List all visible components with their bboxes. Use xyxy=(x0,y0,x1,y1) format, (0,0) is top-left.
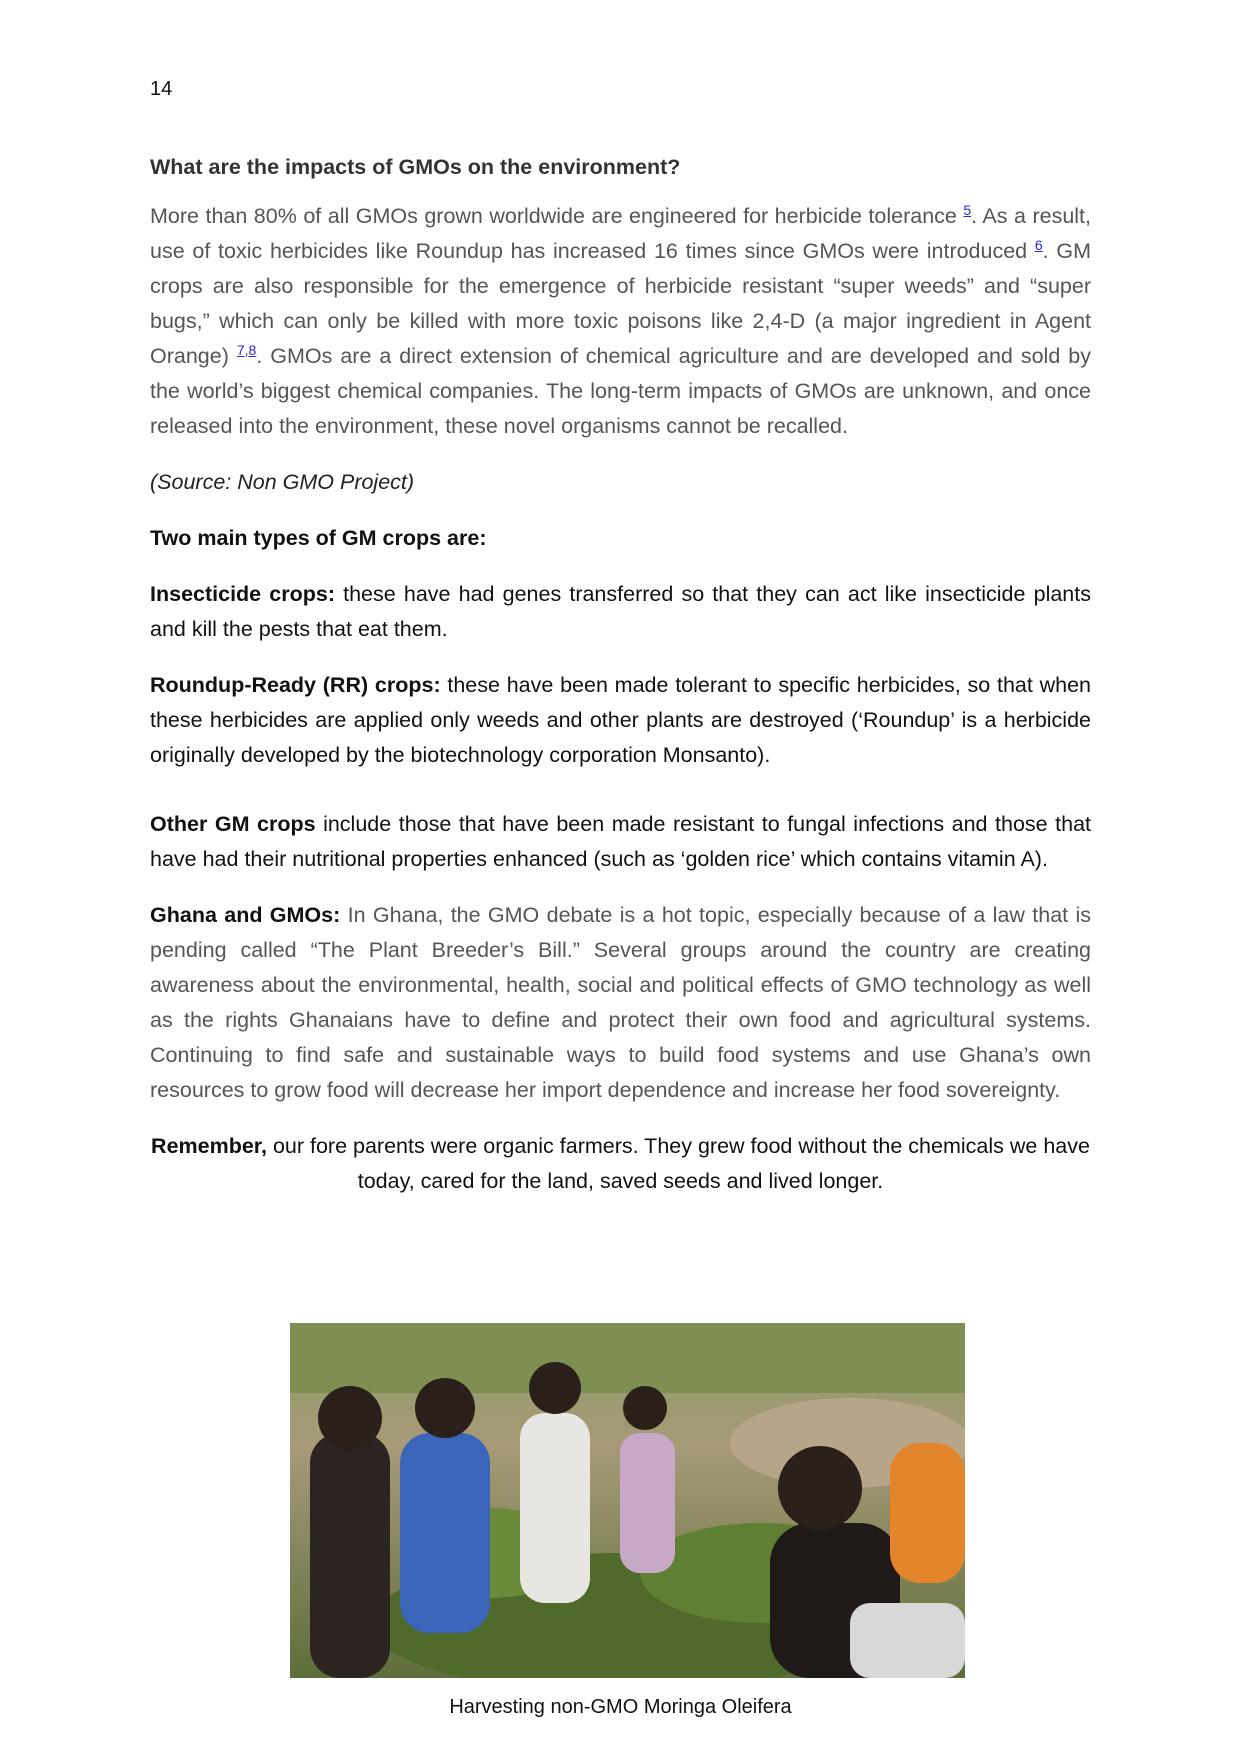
environment-paragraph: More than 80% of all GMOs grown worldwide are engineered for herbicide tolerance $^5$. As a result, use of toxic herbicides like Roundup has increased 16 times since GMOs were introduced $^6$. GM crops are also responsible for the emergence of herbicide resistant “super weeds” and “super bugs,” which can only be killed with more toxic poisons like 2,4-D (a major ingredient in Agent Orange) $^{7,8}$. GMOs are a direct extension of chemical agriculture and are developed and sold by the world’s biggest chemical companies. The long-term impacts of GMOs are unknown, and once released into the environment, these novel organisms cannot be recalled. xyxy=(150,201,1091,438)
other-gm-crops-paragraph: Other GM crops include those that have been made resistant to fungal infections and those that have had their nutritional properties enhanced (such as ‘golden rice’ which contains vitamin A). xyxy=(150,812,1092,871)
remember-paragraph: Remember, our fore parents were organic farmers. They grew food without the chemicals we have today, cared for the land, saved seeds and lived longer. xyxy=(151,1134,1090,1193)
gm-crop-types-title: Two main types of GM crops are: xyxy=(150,526,487,550)
moringa-harvest-photo xyxy=(290,1323,965,1678)
photo-caption: Harvesting non-GMO Moringa Oleifera xyxy=(449,1696,792,1718)
page-number: 14 xyxy=(150,78,173,100)
footnote-link-5[interactable]: 5 xyxy=(963,201,972,218)
ghana-gmos-label: Ghana and GMOs: xyxy=(150,903,341,927)
insecticide-crops-paragraph: Insecticide crops: these have had genes transferred so that they can act like insecticide plants and kill the pests that eat them. xyxy=(150,582,1091,641)
ghana-gmos-paragraph: Ghana and GMOs: In Ghana, the GMO debate is a hot topic, especially because of a law that is pending called “The Plant Breeder’s Bill.” Several groups around the country are creating awareness about the environmental, health, social and political effects of GMO technology as well as the rights Ghanaians have to define and protect their own food and agricultural systems. Continuing to find safe and sustainable ways to build food systems and use Ghana’s own resources to grow food will decrease her import dependence and increase her food sovereignty. xyxy=(150,903,1091,1102)
source-citation: (Source: Non GMO Project) xyxy=(150,470,415,494)
insecticide-crops-label: Insecticide crops: xyxy=(150,582,335,606)
footnote-link-7-8[interactable]: 7,8 xyxy=(236,341,257,358)
remember-label: Remember, xyxy=(151,1134,267,1158)
footnote-link-6[interactable]: 6 xyxy=(1034,236,1043,253)
document-body xyxy=(150,150,1091,1199)
section-heading-environment: What are the impacts of GMOs on the environment? xyxy=(150,155,681,179)
roundup-ready-label: Roundup-Ready (RR) crops: xyxy=(150,673,441,697)
roundup-ready-paragraph: Roundup-Ready (RR) crops: these have been made tolerant to specific herbicides, so that when these herbicides are applied only weeds and other plants are destroyed (‘Roundup’ is a herbicide originally developed by the biotechnology corporation Monsanto). xyxy=(150,673,1091,767)
other-gm-crops-label: Other GM crops xyxy=(150,812,316,836)
